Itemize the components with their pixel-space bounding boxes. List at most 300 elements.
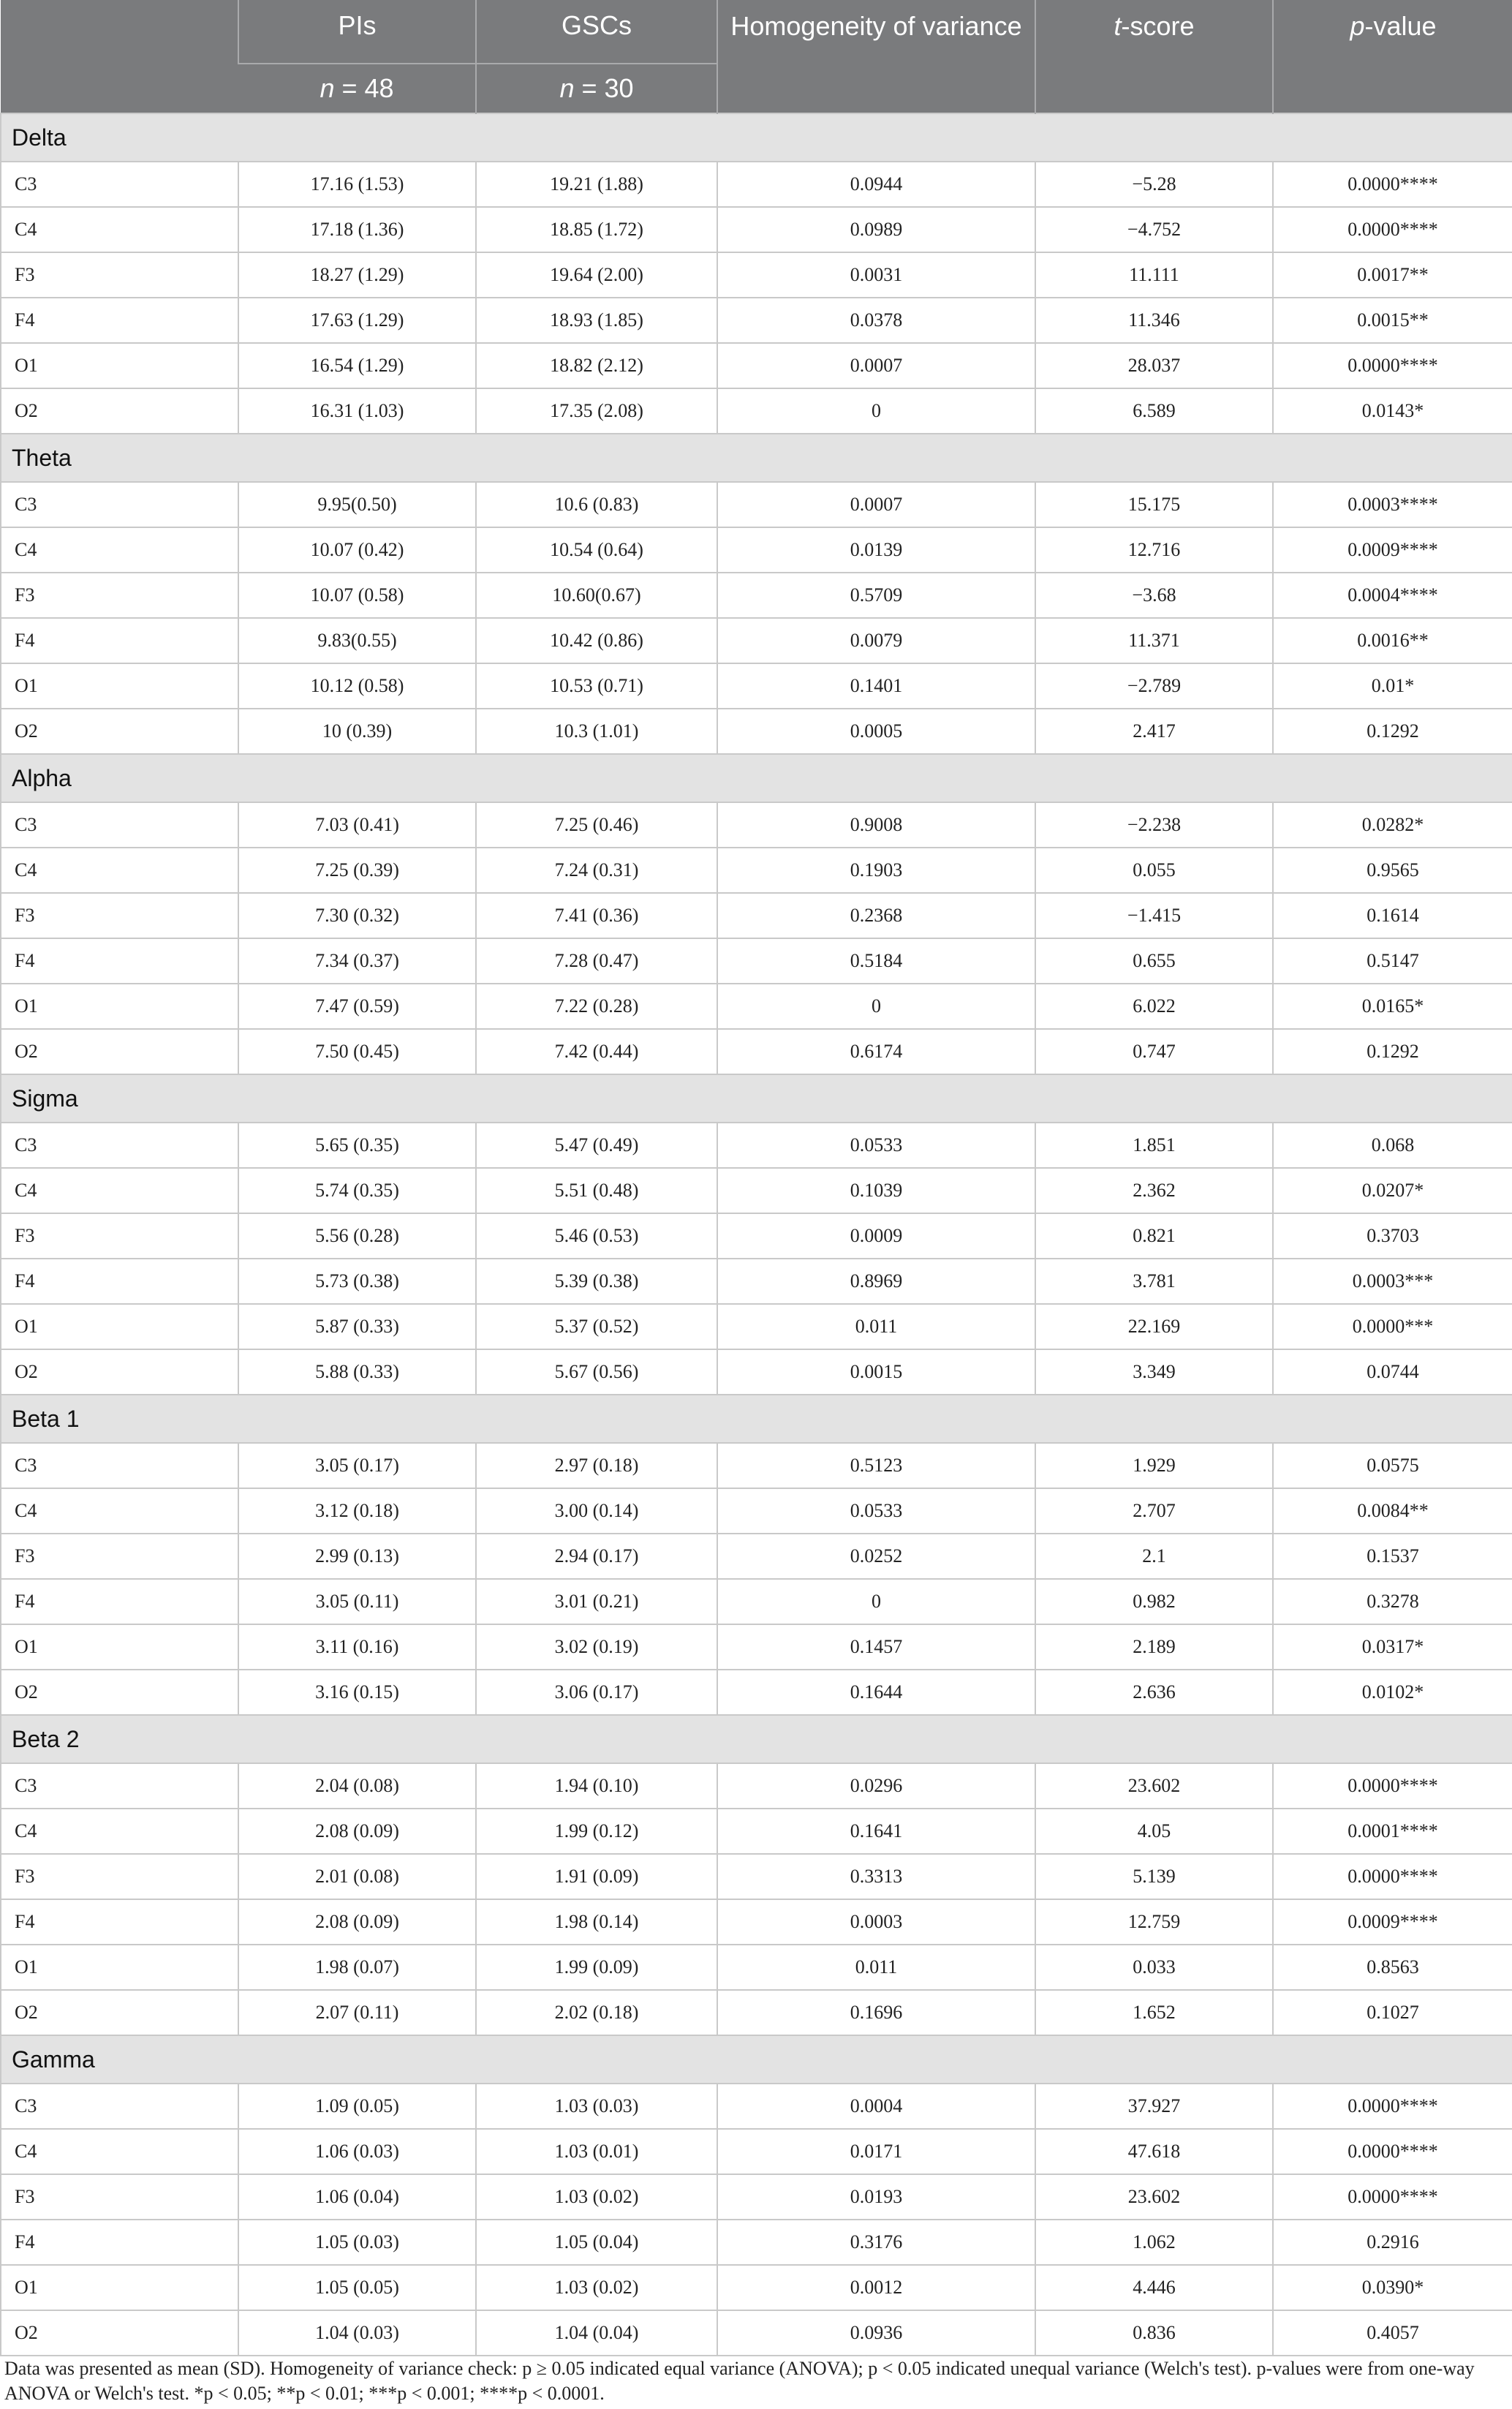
homogeneity-cell: 0.0015	[717, 1349, 1035, 1395]
pvalue-cell: 0.0000***	[1273, 1304, 1512, 1349]
table-row	[1, 1029, 1512, 1074]
section-label: Gamma	[1, 2035, 1512, 2084]
gscs-value-cell: 1.05 (0.04)	[476, 2220, 717, 2265]
table-row	[1, 1259, 1512, 1304]
pvalue-cell: 0.0207*	[1273, 1168, 1512, 1213]
pvalue-cell: 0.0000****	[1273, 1763, 1512, 1809]
channel-cell: F4	[1, 938, 238, 984]
homogeneity-cell: 0.011	[717, 1945, 1035, 1990]
pvalue-cell: 0.0017**	[1273, 252, 1512, 298]
gscs-value-cell: 2.94 (0.17)	[476, 1534, 717, 1579]
table-row	[1, 663, 1512, 709]
pis-value-cell: 1.06 (0.04)	[238, 2174, 476, 2220]
homogeneity-cell: 0.0989	[717, 207, 1035, 252]
tscore-cell: 0.982	[1035, 1579, 1273, 1624]
homogeneity-cell: 0.1696	[717, 1990, 1035, 2035]
table-row	[1, 388, 1512, 434]
homogeneity-cell: 0.9008	[717, 802, 1035, 848]
channel-cell: C3	[1, 802, 238, 848]
gscs-value-cell: 1.94 (0.10)	[476, 1763, 717, 1809]
channel-cell: C3	[1, 1763, 238, 1809]
pis-value-cell: 10.07 (0.42)	[238, 527, 476, 573]
tscore-cell: 12.759	[1035, 1899, 1273, 1945]
channel-cell: F4	[1, 1259, 238, 1304]
table-row	[1, 298, 1512, 343]
pvalue-cell: 0.068	[1273, 1123, 1512, 1168]
table-row	[1, 709, 1512, 754]
pvalue-cell: 0.0282*	[1273, 802, 1512, 848]
pvalue-cell: 0.4057	[1273, 2310, 1512, 2356]
gscs-value-cell: 5.46 (0.53)	[476, 1213, 717, 1259]
channel-cell: O1	[1, 984, 238, 1029]
table-row	[1, 1579, 1512, 1624]
tscore-cell: 5.139	[1035, 1854, 1273, 1899]
table-row	[1, 1670, 1512, 1715]
section-row	[1, 1395, 1512, 1443]
pvalue-cell: 0.01*	[1273, 663, 1512, 709]
tscore-cell: 1.652	[1035, 1990, 1273, 2035]
pvalue-cell: 0.0003****	[1273, 482, 1512, 527]
tscore-cell: 47.618	[1035, 2129, 1273, 2174]
tscore-cell: 3.349	[1035, 1349, 1273, 1395]
gscs-value-cell: 10.3 (1.01)	[476, 709, 717, 754]
homogeneity-cell: 0.1457	[717, 1624, 1035, 1670]
gscs-value-cell: 1.99 (0.12)	[476, 1809, 717, 1854]
pis-value-cell: 3.12 (0.18)	[238, 1488, 476, 1534]
homogeneity-cell: 0.0171	[717, 2129, 1035, 2174]
pis-value-cell: 5.65 (0.35)	[238, 1123, 476, 1168]
pis-value-cell: 2.07 (0.11)	[238, 1990, 476, 2035]
pis-value-cell: 3.11 (0.16)	[238, 1624, 476, 1670]
table-row	[1, 207, 1512, 252]
pis-value-cell: 7.34 (0.37)	[238, 938, 476, 984]
pvalue-cell: 0.0001****	[1273, 1809, 1512, 1854]
table-row	[1, 1990, 1512, 2035]
pvalue-cell: 0.8563	[1273, 1945, 1512, 1990]
pis-value-cell: 17.18 (1.36)	[238, 207, 476, 252]
tscore-cell: 2.1	[1035, 1534, 1273, 1579]
pvalue-cell: 0.0143*	[1273, 388, 1512, 434]
homogeneity-cell: 0.0079	[717, 618, 1035, 663]
tscore-cell: −2.789	[1035, 663, 1273, 709]
tscore-cell: 6.022	[1035, 984, 1273, 1029]
table-row	[1, 1123, 1512, 1168]
channel-cell: O2	[1, 1349, 238, 1395]
channel-cell: C4	[1, 2129, 238, 2174]
channel-cell: C3	[1, 482, 238, 527]
pis-value-cell: 2.01 (0.08)	[238, 1854, 476, 1899]
table-row	[1, 1899, 1512, 1945]
pvalue-cell: 0.0165*	[1273, 984, 1512, 1029]
footnote-line-1: Data was presented as mean (SD). Homogeneity of variance check: p ≥ 0.05 indicated equal variance (ANOVA); p < 0.05 indicated unequal variance (Welch's test). p-values were from one-way	[4, 2358, 1475, 2379]
channel-cell: C3	[1, 1123, 238, 1168]
table-row	[1, 1349, 1512, 1395]
channel-cell: C3	[1, 2084, 238, 2129]
tscore-cell: 37.927	[1035, 2084, 1273, 2129]
section-label: Beta 1	[1, 1395, 1512, 1443]
footnote-line-2: ANOVA or Welch's test. *p < 0.05; **p < 0.01; ***p < 0.001; ****p < 0.0001.	[4, 2383, 605, 2404]
table-row	[1, 802, 1512, 848]
gscs-value-cell: 19.21 (1.88)	[476, 162, 717, 207]
gscs-value-cell: 7.41 (0.36)	[476, 893, 717, 938]
pis-value-cell: 1.06 (0.03)	[238, 2129, 476, 2174]
tscore-cell: 1.062	[1035, 2220, 1273, 2265]
table-row	[1, 1763, 1512, 1809]
tscore-cell: 6.589	[1035, 388, 1273, 434]
section-row	[1, 754, 1512, 802]
table-header	[1, 0, 1512, 113]
pvalue-cell: 0.0575	[1273, 1443, 1512, 1488]
tscore-cell: 0.821	[1035, 1213, 1273, 1259]
tscore-cell: 22.169	[1035, 1304, 1273, 1349]
table-row	[1, 482, 1512, 527]
homogeneity-cell: 0.1641	[717, 1809, 1035, 1854]
pvalue-cell: 0.1537	[1273, 1534, 1512, 1579]
homogeneity-cell: 0.0944	[717, 162, 1035, 207]
table-row	[1, 1854, 1512, 1899]
pis-value-cell: 10 (0.39)	[238, 709, 476, 754]
gscs-value-cell: 3.01 (0.21)	[476, 1579, 717, 1624]
table-row	[1, 2084, 1512, 2129]
pvalue-cell: 0.1292	[1273, 1029, 1512, 1074]
gscs-value-cell: 10.54 (0.64)	[476, 527, 717, 573]
tscore-cell: 2.707	[1035, 1488, 1273, 1534]
header-group-pis: PIs	[238, 0, 476, 64]
pvalue-cell: 0.0000****	[1273, 343, 1512, 388]
channel-cell: O1	[1, 2265, 238, 2310]
table-row	[1, 893, 1512, 938]
pvalue-cell: 0.0000****	[1273, 1854, 1512, 1899]
gscs-value-cell: 1.98 (0.14)	[476, 1899, 717, 1945]
channel-cell: C3	[1, 1443, 238, 1488]
pis-value-cell: 1.98 (0.07)	[238, 1945, 476, 1990]
pis-value-cell: 5.87 (0.33)	[238, 1304, 476, 1349]
pvalue-cell: 0.0003***	[1273, 1259, 1512, 1304]
gscs-value-cell: 5.37 (0.52)	[476, 1304, 717, 1349]
tscore-cell: 15.175	[1035, 482, 1273, 527]
header-pvalue: p-value	[1273, 0, 1512, 113]
pis-value-cell: 18.27 (1.29)	[238, 252, 476, 298]
homogeneity-cell: 0.0012	[717, 2265, 1035, 2310]
homogeneity-cell: 0.3176	[717, 2220, 1035, 2265]
pis-value-cell: 9.95(0.50)	[238, 482, 476, 527]
pis-value-cell: 2.04 (0.08)	[238, 1763, 476, 1809]
table-row	[1, 848, 1512, 893]
homogeneity-cell: 0.0139	[717, 527, 1035, 573]
table-row	[1, 938, 1512, 984]
channel-cell: C4	[1, 527, 238, 573]
pvalue-cell: 0.0000****	[1273, 207, 1512, 252]
tscore-cell: 2.362	[1035, 1168, 1273, 1213]
gscs-value-cell: 7.25 (0.46)	[476, 802, 717, 848]
gscs-value-cell: 1.99 (0.09)	[476, 1945, 717, 1990]
homogeneity-cell: 0.0936	[717, 2310, 1035, 2356]
pvalue-cell: 0.0000****	[1273, 162, 1512, 207]
tscore-cell: −4.752	[1035, 207, 1273, 252]
homogeneity-cell: 0.5123	[717, 1443, 1035, 1488]
homogeneity-cell: 0	[717, 984, 1035, 1029]
section-label: Sigma	[1, 1074, 1512, 1123]
homogeneity-cell: 0	[717, 388, 1035, 434]
tscore-cell: 23.602	[1035, 1763, 1273, 1809]
channel-cell: F4	[1, 2220, 238, 2265]
channel-cell: F4	[1, 298, 238, 343]
pvalue-cell: 0.3703	[1273, 1213, 1512, 1259]
pis-value-cell: 1.09 (0.05)	[238, 2084, 476, 2129]
gscs-value-cell: 1.03 (0.03)	[476, 2084, 717, 2129]
pis-value-cell: 2.08 (0.09)	[238, 1809, 476, 1854]
homogeneity-cell: 0.0009	[717, 1213, 1035, 1259]
gscs-value-cell: 5.47 (0.49)	[476, 1123, 717, 1168]
table-row	[1, 1945, 1512, 1990]
section-row	[1, 113, 1512, 162]
header-tscore: t-score	[1035, 0, 1273, 113]
tscore-cell: 28.037	[1035, 343, 1273, 388]
channel-cell: O2	[1, 1029, 238, 1074]
channel-cell: O1	[1, 1945, 238, 1990]
table-row	[1, 1168, 1512, 1213]
section-row	[1, 2035, 1512, 2084]
tscore-cell: 23.602	[1035, 2174, 1273, 2220]
table-row	[1, 1443, 1512, 1488]
homogeneity-cell: 0.8969	[717, 1259, 1035, 1304]
gscs-value-cell: 7.28 (0.47)	[476, 938, 717, 984]
channel-cell: F3	[1, 1854, 238, 1899]
table-row	[1, 2129, 1512, 2174]
pis-value-cell: 2.08 (0.09)	[238, 1899, 476, 1945]
pis-value-cell: 7.03 (0.41)	[238, 802, 476, 848]
gscs-value-cell: 18.85 (1.72)	[476, 207, 717, 252]
pvalue-cell: 0.0317*	[1273, 1624, 1512, 1670]
header-n-gscs: n = 30	[476, 64, 717, 113]
homogeneity-cell: 0.0005	[717, 709, 1035, 754]
homogeneity-cell: 0.0296	[717, 1763, 1035, 1809]
pvalue-cell: 0.0009****	[1273, 527, 1512, 573]
gscs-value-cell: 3.02 (0.19)	[476, 1624, 717, 1670]
tscore-cell: 4.05	[1035, 1809, 1273, 1854]
gscs-value-cell: 3.00 (0.14)	[476, 1488, 717, 1534]
homogeneity-cell: 0.0007	[717, 343, 1035, 388]
pvalue-cell: 0.1027	[1273, 1990, 1512, 2035]
gscs-value-cell: 5.39 (0.38)	[476, 1259, 717, 1304]
homogeneity-cell: 0.1903	[717, 848, 1035, 893]
pis-value-cell: 5.74 (0.35)	[238, 1168, 476, 1213]
channel-cell: O2	[1, 388, 238, 434]
table-row	[1, 984, 1512, 1029]
tscore-cell: 4.446	[1035, 2265, 1273, 2310]
gscs-value-cell: 2.97 (0.18)	[476, 1443, 717, 1488]
gscs-value-cell: 19.64 (2.00)	[476, 252, 717, 298]
pvalue-cell: 0.0000****	[1273, 2129, 1512, 2174]
tscore-cell: 11.111	[1035, 252, 1273, 298]
gscs-value-cell: 7.24 (0.31)	[476, 848, 717, 893]
homogeneity-cell: 0.0031	[717, 252, 1035, 298]
channel-cell: F3	[1, 1213, 238, 1259]
channel-cell: C4	[1, 207, 238, 252]
gscs-value-cell: 7.22 (0.28)	[476, 984, 717, 1029]
gscs-value-cell: 18.82 (2.12)	[476, 343, 717, 388]
tscore-cell: 2.636	[1035, 1670, 1273, 1715]
tscore-cell: 1.929	[1035, 1443, 1273, 1488]
homogeneity-cell: 0.1039	[717, 1168, 1035, 1213]
gscs-value-cell: 3.06 (0.17)	[476, 1670, 717, 1715]
channel-cell: F4	[1, 1899, 238, 1945]
gscs-value-cell: 1.03 (0.02)	[476, 2265, 717, 2310]
pvalue-cell: 0.1614	[1273, 893, 1512, 938]
pis-value-cell: 17.16 (1.53)	[238, 162, 476, 207]
tscore-cell: −3.68	[1035, 573, 1273, 618]
pvalue-cell: 0.5147	[1273, 938, 1512, 984]
tscore-cell: 0.747	[1035, 1029, 1273, 1074]
table-row	[1, 1304, 1512, 1349]
section-row	[1, 1074, 1512, 1123]
pis-value-cell: 5.88 (0.33)	[238, 1349, 476, 1395]
pvalue-cell: 0.0390*	[1273, 2265, 1512, 2310]
gscs-value-cell: 10.6 (0.83)	[476, 482, 717, 527]
pis-value-cell: 10.12 (0.58)	[238, 663, 476, 709]
gscs-value-cell: 1.03 (0.01)	[476, 2129, 717, 2174]
gscs-value-cell: 5.67 (0.56)	[476, 1349, 717, 1395]
pis-value-cell: 16.54 (1.29)	[238, 343, 476, 388]
channel-cell: F3	[1, 573, 238, 618]
header-empty-cell	[1, 0, 238, 113]
section-row	[1, 1715, 1512, 1763]
tscore-cell: 1.851	[1035, 1123, 1273, 1168]
pis-value-cell: 9.83(0.55)	[238, 618, 476, 663]
pis-value-cell: 3.05 (0.11)	[238, 1579, 476, 1624]
gscs-value-cell: 1.91 (0.09)	[476, 1854, 717, 1899]
table-row	[1, 1624, 1512, 1670]
pis-value-cell: 1.04 (0.03)	[238, 2310, 476, 2356]
pvalue-cell: 0.0084**	[1273, 1488, 1512, 1534]
homogeneity-cell: 0.011	[717, 1304, 1035, 1349]
pis-value-cell: 16.31 (1.03)	[238, 388, 476, 434]
tscore-cell: 0.055	[1035, 848, 1273, 893]
channel-cell: O2	[1, 1990, 238, 2035]
homogeneity-cell: 0.3313	[717, 1854, 1035, 1899]
pis-value-cell: 17.63 (1.29)	[238, 298, 476, 343]
table-row	[1, 2174, 1512, 2220]
homogeneity-cell: 0.0533	[717, 1488, 1035, 1534]
pis-value-cell: 10.07 (0.58)	[238, 573, 476, 618]
channel-cell: O1	[1, 663, 238, 709]
pis-value-cell: 2.99 (0.13)	[238, 1534, 476, 1579]
channel-cell: F3	[1, 893, 238, 938]
channel-cell: F3	[1, 252, 238, 298]
pis-value-cell: 3.05 (0.17)	[238, 1443, 476, 1488]
pis-value-cell: 3.16 (0.15)	[238, 1670, 476, 1715]
table-row	[1, 573, 1512, 618]
homogeneity-cell: 0.0003	[717, 1899, 1035, 1945]
table-row	[1, 1213, 1512, 1259]
gscs-value-cell: 1.03 (0.02)	[476, 2174, 717, 2220]
homogeneity-cell: 0.2368	[717, 893, 1035, 938]
homogeneity-cell: 0.5709	[717, 573, 1035, 618]
pis-value-cell: 7.50 (0.45)	[238, 1029, 476, 1074]
homogeneity-cell: 0.0378	[717, 298, 1035, 343]
section-label: Alpha	[1, 754, 1512, 802]
homogeneity-cell: 0.6174	[717, 1029, 1035, 1074]
tscore-cell: 0.033	[1035, 1945, 1273, 1990]
table-footnote	[4, 2356, 1503, 2406]
pis-value-cell: 5.56 (0.28)	[238, 1213, 476, 1259]
channel-cell: O1	[1, 1304, 238, 1349]
homogeneity-cell: 0.1401	[717, 663, 1035, 709]
pis-value-cell: 7.30 (0.32)	[238, 893, 476, 938]
pvalue-cell: 0.3278	[1273, 1579, 1512, 1624]
channel-cell: C3	[1, 162, 238, 207]
homogeneity-cell: 0.0193	[717, 2174, 1035, 2220]
channel-cell: C4	[1, 1488, 238, 1534]
header-homogeneity: Homogeneity of variance	[717, 0, 1035, 113]
tscore-cell: −1.415	[1035, 893, 1273, 938]
homogeneity-cell: 0.0252	[717, 1534, 1035, 1579]
table-row	[1, 527, 1512, 573]
gscs-value-cell: 18.93 (1.85)	[476, 298, 717, 343]
channel-cell: O2	[1, 2310, 238, 2356]
tscore-cell: 11.371	[1035, 618, 1273, 663]
pis-value-cell: 7.47 (0.59)	[238, 984, 476, 1029]
table-row	[1, 343, 1512, 388]
tscore-cell: 11.346	[1035, 298, 1273, 343]
channel-cell: O2	[1, 1670, 238, 1715]
pis-value-cell: 5.73 (0.38)	[238, 1259, 476, 1304]
gscs-value-cell: 10.42 (0.86)	[476, 618, 717, 663]
pvalue-cell: 0.0744	[1273, 1349, 1512, 1395]
tscore-cell: 0.655	[1035, 938, 1273, 984]
section-label: Delta	[1, 113, 1512, 162]
section-row	[1, 434, 1512, 482]
table-row	[1, 252, 1512, 298]
gscs-value-cell: 5.51 (0.48)	[476, 1168, 717, 1213]
gscs-value-cell: 1.04 (0.04)	[476, 2310, 717, 2356]
pis-value-cell: 1.05 (0.03)	[238, 2220, 476, 2265]
gscs-value-cell: 7.42 (0.44)	[476, 1029, 717, 1074]
section-label: Theta	[1, 434, 1512, 482]
pvalue-cell: 0.1292	[1273, 709, 1512, 754]
channel-cell: C4	[1, 1809, 238, 1854]
tscore-cell: 12.716	[1035, 527, 1273, 573]
channel-cell: O1	[1, 1624, 238, 1670]
tscore-cell: 0.836	[1035, 2310, 1273, 2356]
pvalue-cell: 0.0015**	[1273, 298, 1512, 343]
table-row	[1, 1809, 1512, 1854]
channel-cell: F3	[1, 2174, 238, 2220]
channel-cell: C4	[1, 1168, 238, 1213]
gscs-value-cell: 2.02 (0.18)	[476, 1990, 717, 2035]
table-row	[1, 2265, 1512, 2310]
channel-cell: O2	[1, 709, 238, 754]
channel-cell: C4	[1, 848, 238, 893]
channel-cell: O1	[1, 343, 238, 388]
section-label: Beta 2	[1, 1715, 1512, 1763]
pvalue-cell: 0.0102*	[1273, 1670, 1512, 1715]
gscs-value-cell: 10.60(0.67)	[476, 573, 717, 618]
pvalue-cell: 0.0009****	[1273, 1899, 1512, 1945]
channel-cell: F4	[1, 618, 238, 663]
gscs-value-cell: 17.35 (2.08)	[476, 388, 717, 434]
homogeneity-cell: 0.1644	[717, 1670, 1035, 1715]
tscore-cell: 2.417	[1035, 709, 1273, 754]
gscs-value-cell: 10.53 (0.71)	[476, 663, 717, 709]
homogeneity-cell: 0.0004	[717, 2084, 1035, 2129]
header-n-pis: n = 48	[238, 64, 476, 113]
table-row	[1, 1534, 1512, 1579]
table-body	[1, 113, 1512, 2356]
table-row	[1, 1488, 1512, 1534]
pvalue-cell: 0.0004****	[1273, 573, 1512, 618]
pvalue-cell: 0.2916	[1273, 2220, 1512, 2265]
